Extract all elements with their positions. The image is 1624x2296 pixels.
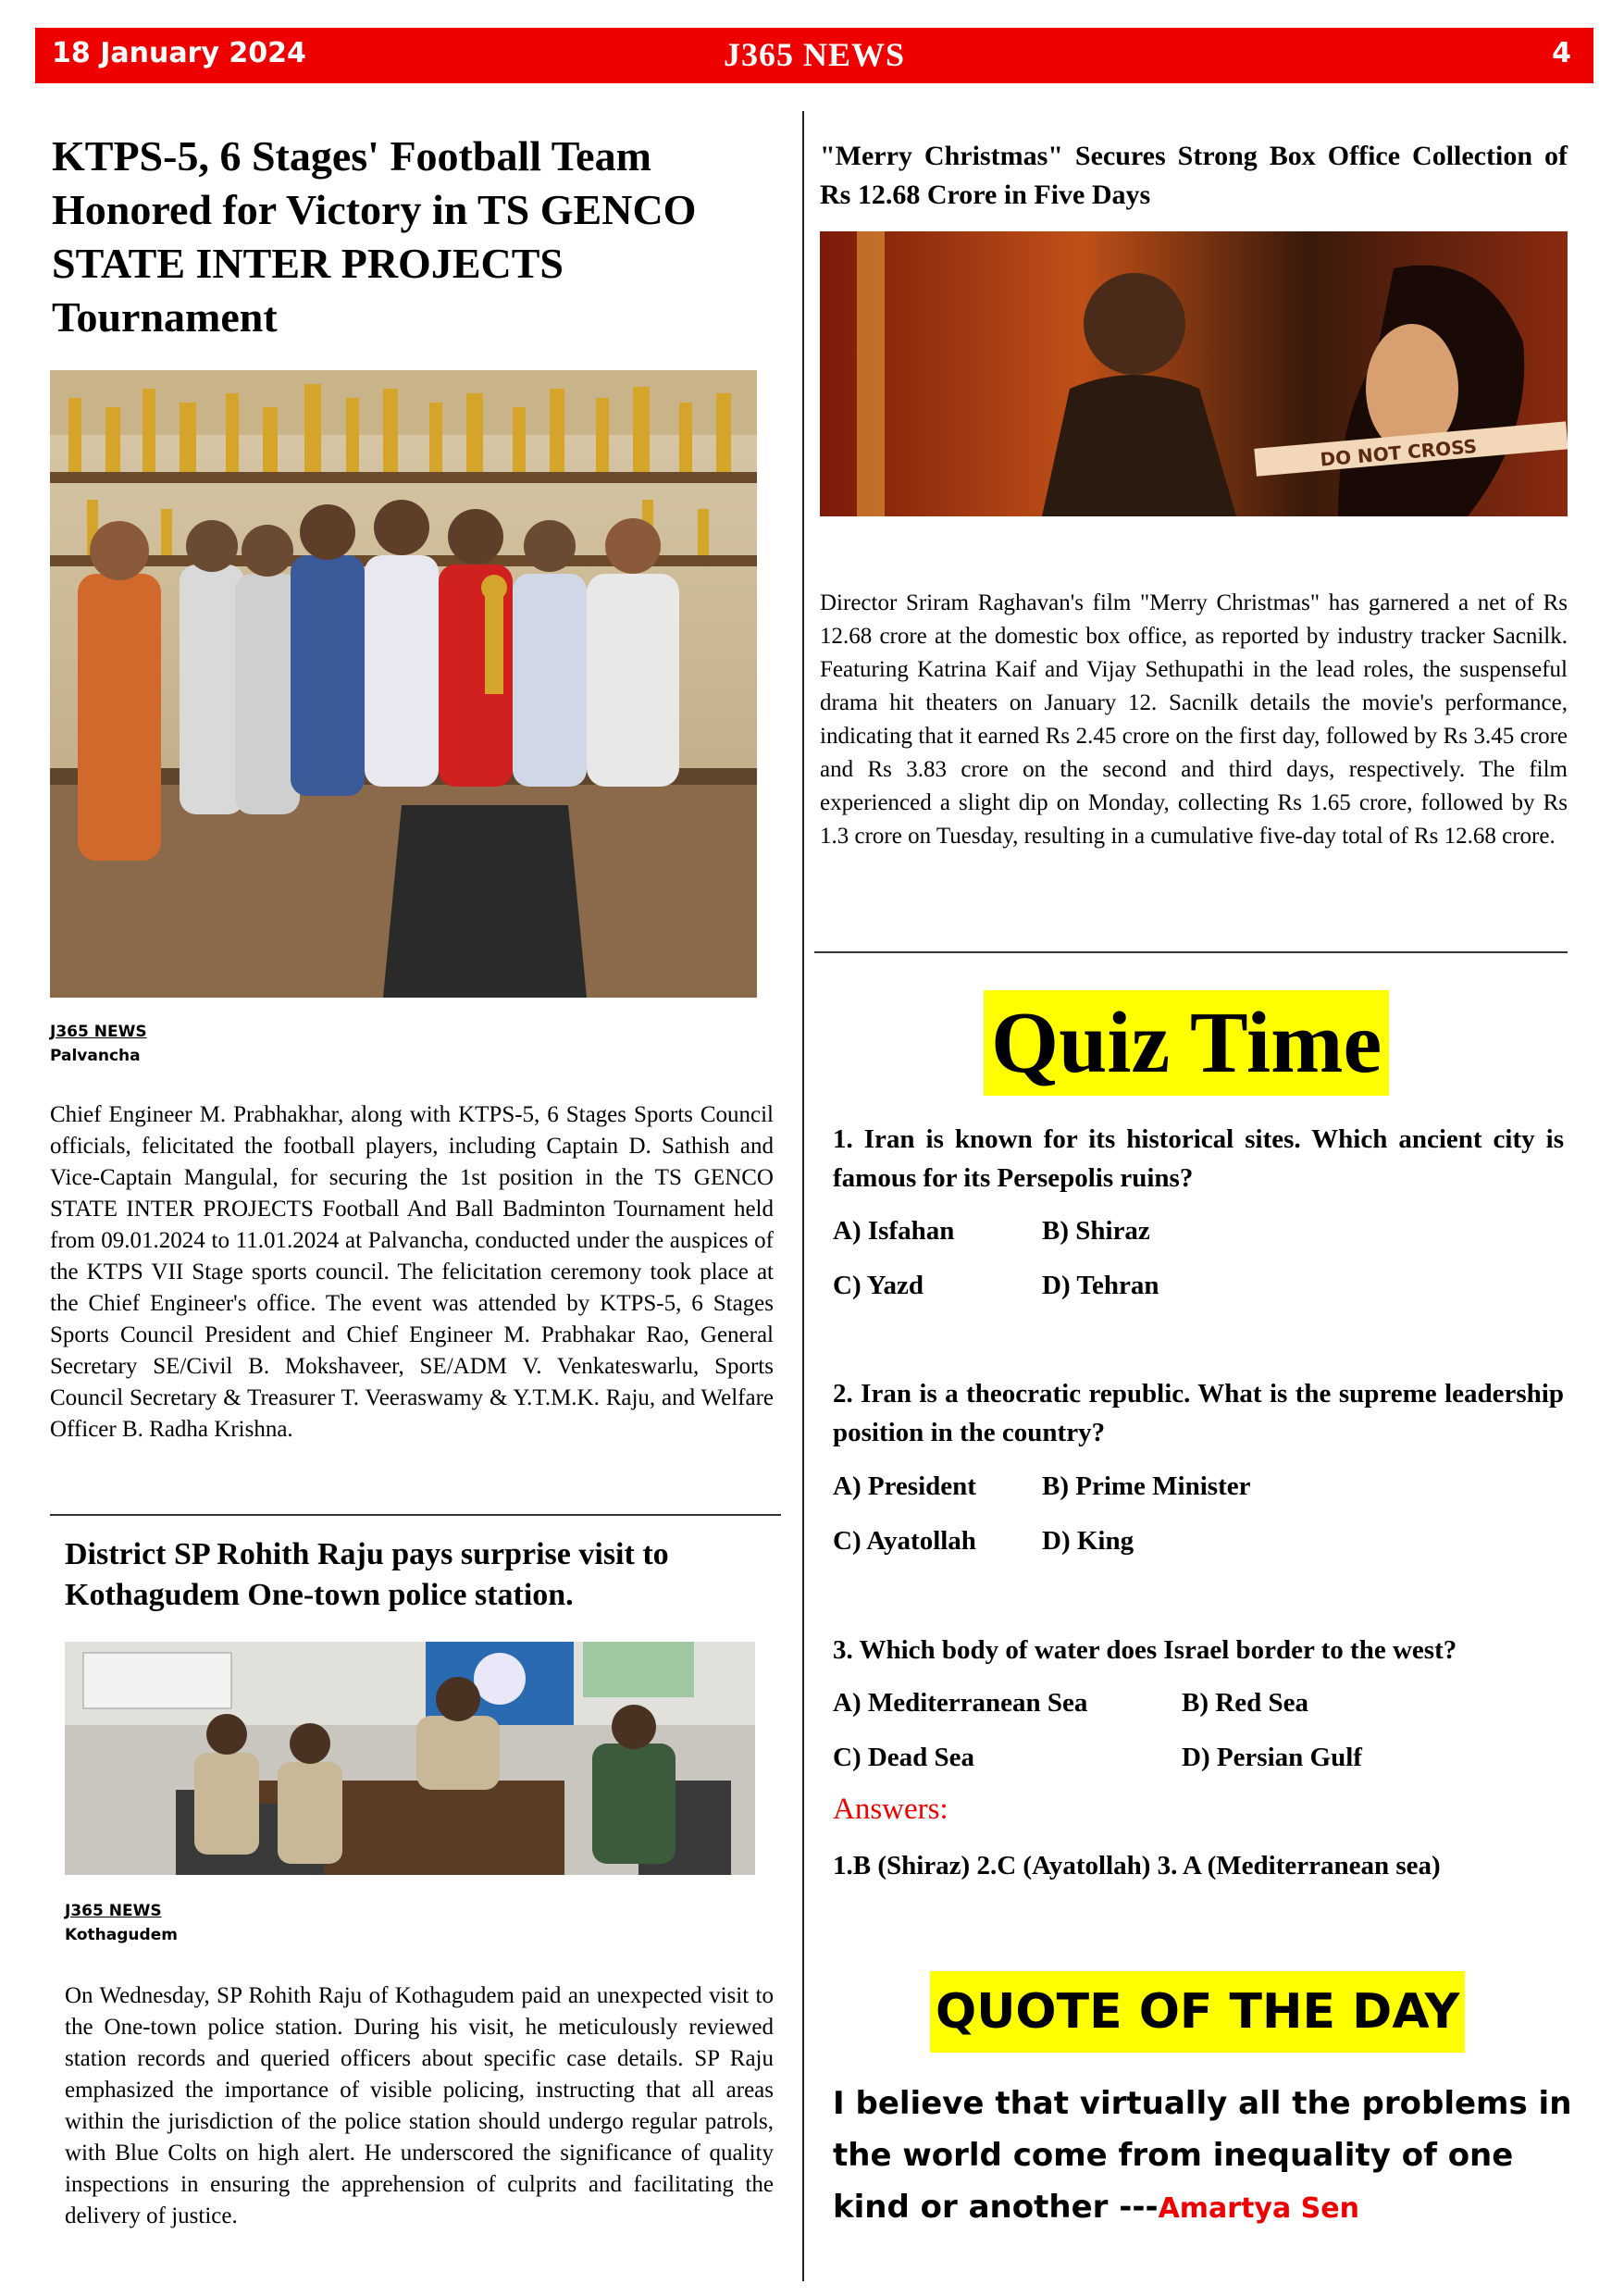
article-separator-right xyxy=(814,951,1568,953)
byline-place: Palvancha xyxy=(50,1047,141,1065)
merry-christmas-poster xyxy=(820,231,1568,516)
quote-text: I believe that virtually all the problems in the world come from inequality of one kind or another --- xyxy=(833,2085,1572,2226)
quiz-question-3: 3. Which body of water does Israel border to the west? xyxy=(833,1635,1457,1665)
quiz-q3-option-a: A) Mediterranean Sea xyxy=(833,1688,1088,1718)
quiz-q2-option-c: C) Ayatollah xyxy=(833,1526,976,1556)
poster-tape-text: DO NOT CROSS xyxy=(1319,434,1478,471)
quiz-q2-option-a: A) President xyxy=(833,1471,976,1501)
quote-block xyxy=(833,2078,1573,2235)
byline-brand: J365 NEWS xyxy=(65,1902,162,1920)
article-football-headline: KTPS-5, 6 Stages' Football Team Honored for Victory in TS GENCO STATE INTER PROJECTS Tournament xyxy=(52,132,697,341)
column-divider xyxy=(802,111,804,2281)
quiz-q3-option-b: B) Red Sea xyxy=(1182,1688,1308,1718)
article-football-body: Chief Engineer M. Prabhakhar, along with KTPS-5, 6 Stages Sports Council officials, felicitated the football players, including Captain D. Sathish and Vice-Captain Mangulal, for securing the 1st position in the TS GENCO STATE INTER PROJECTS Football And Ball Badminton Tournament held from 09.01.2024 to 11.01.2024 at Palvancha, conducted under the auspices of the KTPS VII Stage sports council. The felicitation ceremony took place at the Chief Engineer's office. The event was attended by KTPS-5, 6 Stages Sports Council President and Chief Engineer M. Prabhakar Rao, General Secretary SE/Civil B. Mokshaveer, SE/ADM V. Venkateswarlu, Sports Council Secretary & Treasurer T. Veeraswamy & Y.T.M.K. Raju, and Welfare Officer B. Radha Krishna. xyxy=(50,1102,774,1442)
quiz-answers-label: Answers: xyxy=(833,1793,948,1826)
article-police-byline xyxy=(65,1899,178,1947)
police-station-photo xyxy=(65,1642,755,1875)
article-police-headline: District SP Rohith Raju pays surprise visit to Kothagudem One-town police station. xyxy=(65,1537,669,1612)
article-movie-headline: "Merry Christmas" Secures Strong Box Office Collection of Rs 12.68 Crore in Five Days xyxy=(820,141,1568,210)
quote-author: Amartya Sen xyxy=(1158,2192,1359,2225)
football-team-photo xyxy=(50,370,757,998)
quiz-q1-option-d: D) Tehran xyxy=(1042,1271,1159,1300)
quiz-question-1: 1. Iran is known for its historical sites. Which ancient city is famous for its Persepolis ruins? xyxy=(833,1124,1564,1193)
byline-place: Kothagudem xyxy=(65,1926,178,1944)
article-football-byline xyxy=(50,1020,147,1068)
quiz-q1-option-b: B) Shiraz xyxy=(1042,1216,1150,1246)
newspaper-title: J365 NEWS xyxy=(723,36,906,73)
article-movie-body: Director Sriram Raghavan's film "Merry Christmas" has garnered a net of Rs 12.68 crore at the domestic box office, as reported by industry tracker Sacnilk. Featuring Katrina Kaif and Vijay Sethupathi in the lead roles, the suspenseful drama hit theaters on January 12. Sacnilk details the movie's performance, indicating that it earned Rs 2.45 crore on the first day, followed by Rs 3.45 crore and Rs 3.83 crore on the second and third days, respectively. The film experienced a slight dip on Monday, collecting Rs 1.65 crore, followed by Rs 1.3 crore on Tuesday, resulting in a cumulative five-day total of Rs 12.68 crore. xyxy=(820,590,1568,849)
quiz-q2-option-d: D) King xyxy=(1042,1526,1134,1556)
quiz-title: Quiz Time xyxy=(984,990,1389,1096)
quiz-q3-option-d: D) Persian Gulf xyxy=(1182,1743,1362,1772)
quiz-question-2: 2. Iran is a theocratic republic. What is the supreme leadership position in the country? xyxy=(833,1379,1564,1447)
quiz-q3-option-c: C) Dead Sea xyxy=(833,1743,975,1772)
article-police-body: On Wednesday, SP Rohith Raju of Kothagudem paid an unexpected visit to the One-town police station. During his visit, he meticulously reviewed station records and queried officers about specific case details. SP Raju emphasized the importance of visible policing, instructing that all areas within the jurisdiction of the police station should undergo regular patrols, with Blue Colts on high alert. He underscored the significance of quality inspections in ensuring the apprehension of culprits and facilitating the delivery of justice. xyxy=(65,1983,774,2228)
byline-brand: J365 NEWS xyxy=(50,1023,147,1041)
issue-date: 18 January 2024 xyxy=(52,37,306,69)
quote-of-the-day-title: QUOTE OF THE DAY xyxy=(930,1971,1465,2053)
quiz-q1-option-a: A) Isfahan xyxy=(833,1216,955,1246)
page-number: 4 xyxy=(1552,37,1571,69)
quiz-answers: 1.B (Shiraz) 2.C (Ayatollah) 3. A (Mediterranean sea) xyxy=(833,1851,1441,1880)
quiz-q1-option-c: C) Yazd xyxy=(833,1271,924,1300)
article-separator-left xyxy=(50,1514,781,1516)
quiz-q2-option-b: B) Prime Minister xyxy=(1042,1471,1251,1501)
page-header xyxy=(35,28,1593,83)
